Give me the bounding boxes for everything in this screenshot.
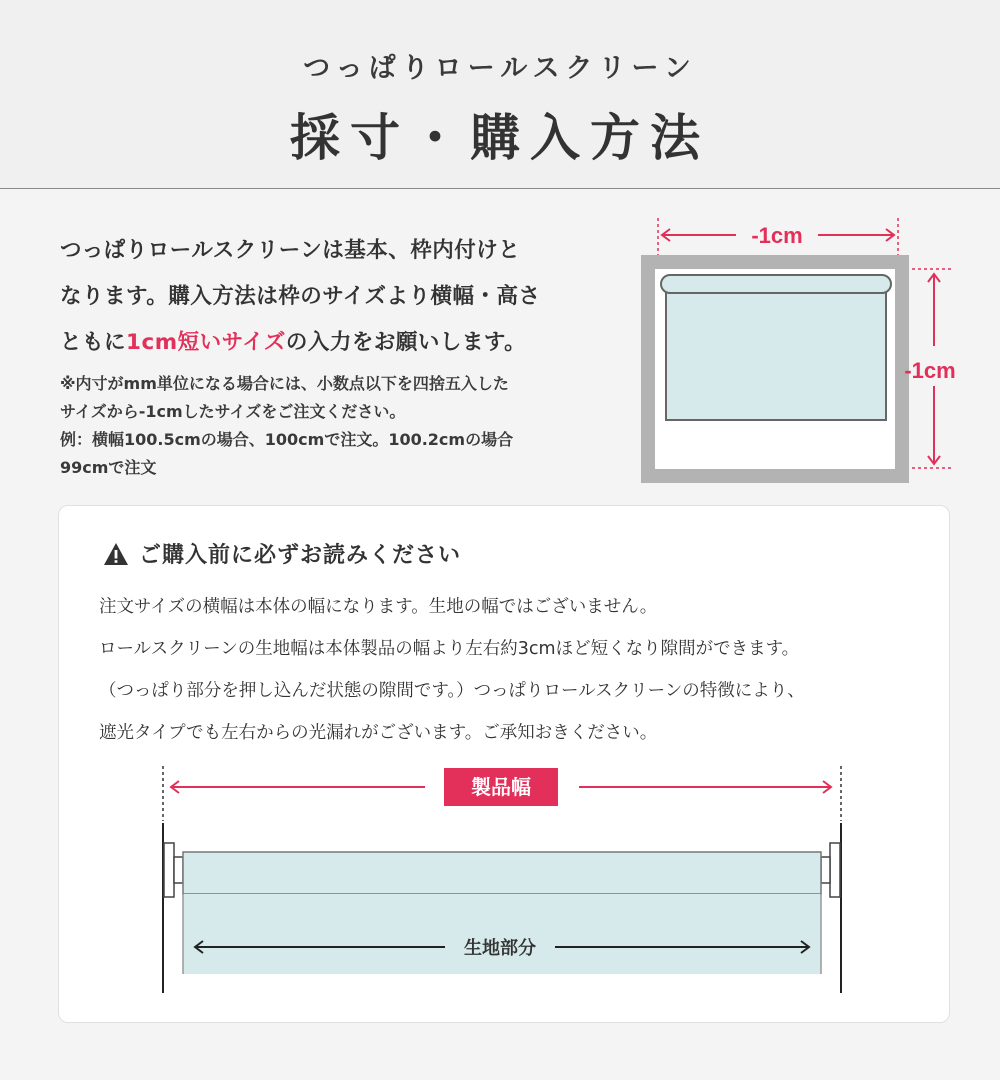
intro-text bbox=[60, 228, 620, 366]
note-line-3: 例：横幅100.5cmの場合、100cmで注文。100.2cmの場合 bbox=[60, 430, 514, 449]
frame-measurement-diagram bbox=[636, 208, 966, 498]
notice-body bbox=[99, 586, 929, 754]
intro-highlight: 1cm短いサイズ bbox=[126, 330, 286, 355]
fabric-label: 生地部分 bbox=[464, 938, 536, 958]
intro-line-1: つっぱりロールスクリーンは基本、枠内付けと bbox=[60, 238, 521, 263]
warning-icon bbox=[103, 542, 129, 566]
screen-fabric bbox=[666, 286, 886, 420]
roller-body bbox=[183, 852, 821, 894]
width-label: -1cm bbox=[751, 223, 803, 248]
intro-line-2: なります。購入方法は枠のサイズより横幅・高さ bbox=[60, 284, 541, 309]
notice-line-4: 遮光タイプでも左右からの光漏れがございます。ご承知おきください。 bbox=[99, 723, 658, 743]
intro-line-3-pre: ともに bbox=[60, 330, 127, 355]
page-header bbox=[0, 0, 1000, 189]
notice-title bbox=[103, 538, 461, 569]
notice-line-3: （つっぱり部分を押し込んだ状態の隙間です。）つっぱりロールスクリーンの特徴により、 bbox=[99, 681, 805, 701]
measurement-note bbox=[60, 370, 620, 482]
notice-line-1: 注文サイズの横幅は本体の幅になります。生地の幅ではございません。 bbox=[99, 597, 658, 617]
fabric-body bbox=[183, 894, 821, 974]
product-width-diagram bbox=[153, 761, 853, 996]
note-line-2: サイズから-1cmしたサイズをご注文ください。 bbox=[60, 402, 406, 421]
intro-line-3 bbox=[60, 320, 620, 366]
left-bracket bbox=[164, 843, 174, 897]
intro-line-3-post: の入力をお願いします。 bbox=[285, 330, 527, 355]
note-line-1: ※内寸がmm単位になる場合には、小数点以下を四捨五入した bbox=[60, 374, 509, 393]
notice-card bbox=[58, 505, 950, 1023]
right-bracket bbox=[830, 843, 840, 897]
page-subtitle: つっぱりロールスクリーン bbox=[303, 53, 697, 84]
height-label: -1cm bbox=[904, 358, 956, 383]
screen-roller bbox=[661, 275, 891, 293]
note-line-4: 99cmで注文 bbox=[60, 458, 157, 477]
page-title: 採寸・購入方法 bbox=[290, 109, 710, 167]
notice-title-text: ご購入前に必ずお読みください bbox=[139, 543, 462, 568]
notice-line-2: ロールスクリーンの生地幅は本体製品の幅より左右約3cmほど短くなり隙間ができます。 bbox=[99, 639, 800, 659]
product-width-label: 製品幅 bbox=[471, 777, 531, 799]
